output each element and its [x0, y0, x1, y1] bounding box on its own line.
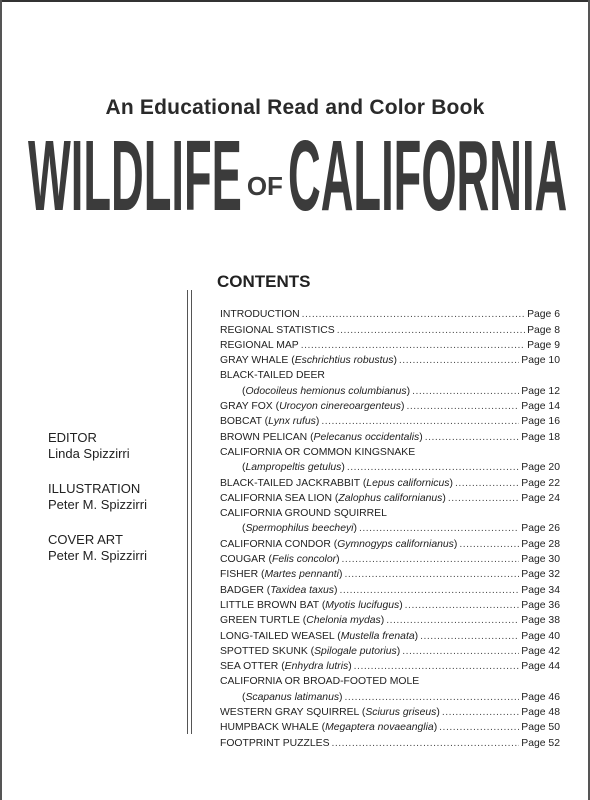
toc-entry-title [220, 309, 300, 320]
toc-entry-title: (Scapanus latimanus) [242, 691, 343, 703]
toc-leader-dots [420, 631, 519, 642]
toc-page-number: Page 42 [521, 645, 560, 657]
toc-leader-dots [345, 692, 520, 703]
toc-leader-dots [425, 432, 520, 443]
toc-entry-title [220, 508, 387, 519]
toc-leader-dots [448, 493, 519, 504]
credit-group [48, 481, 147, 513]
toc-entry-title: GRAY WHALE (Eschrichtius robustus) [220, 355, 397, 367]
table-of-contents [220, 305, 560, 749]
toc-entry-title: COUGAR (Felis concolor) [220, 554, 340, 566]
toc-entry-title [220, 340, 299, 351]
toc-entry-name: COUGAR [220, 554, 269, 566]
toc-entry-latin: Myotis lucifugus [325, 599, 400, 611]
toc-entry [220, 473, 560, 488]
toc-entry [220, 351, 560, 366]
page-border-top [0, 0, 590, 2]
toc-entry [220, 397, 560, 412]
toc-entry-title: BOBCAT (Lynx rufus) [220, 416, 320, 428]
credits-block [48, 430, 147, 583]
toc-leader-dots [402, 646, 519, 657]
toc-page-number: Page 10 [521, 355, 560, 367]
book-subtitle: An Educational Read and Color Book [105, 96, 485, 119]
toc-leader-dots [386, 615, 519, 626]
toc-page-number: Page 22 [521, 477, 560, 489]
toc-entry [220, 596, 560, 611]
toc-entry-latin: Lynx rufus [268, 416, 316, 428]
toc-entry-title [220, 738, 330, 749]
toc-entry-name: SEA OTTER [220, 661, 282, 673]
toc-entry [220, 458, 560, 473]
toc-entry-latin: Sciurus griseus [365, 707, 437, 719]
toc-leader-dots [344, 569, 519, 580]
toc-entry-title: SPOTTED SKUNK (Spilogale putorius) [220, 645, 401, 657]
toc-entry-name: BOBCAT [220, 416, 265, 428]
toc-entry-latin: Gymnogyps californianus [337, 538, 454, 550]
toc-page-number: Page 40 [521, 630, 560, 642]
toc-leader-dots [342, 554, 520, 565]
toc-entry-latin: Lepus californicus [366, 477, 450, 489]
toc-entry [220, 642, 560, 657]
title-california: CALIFORNIA [287, 120, 568, 232]
toc-leader-dots [337, 325, 525, 336]
toc-entry [220, 672, 560, 687]
toc-leader-dots [321, 416, 519, 427]
toc-page-number: Page 6 [527, 309, 560, 321]
toc-entry-latin: Eschrichtius robustus [294, 355, 394, 367]
toc-entry [220, 381, 560, 396]
toc-entry [220, 519, 560, 534]
toc-entry-title: LITTLE BROWN BAT (Myotis lucifugus) [220, 599, 403, 611]
toc-page-number: Page 9 [527, 339, 560, 351]
toc-entry [220, 733, 560, 748]
toc-entry-title [220, 370, 325, 381]
credit-role: ILLUSTRATION [48, 481, 141, 496]
toc-leader-dots [399, 355, 519, 366]
toc-leader-dots [455, 478, 519, 489]
toc-entry-title: CALIFORNIA SEA LION (Zalophus californianus) [220, 492, 446, 504]
contents-heading: CONTENTS [217, 272, 311, 291]
toc-entry-title [220, 447, 415, 458]
credit-role: EDITOR [48, 430, 97, 445]
toc-page-number: Page 50 [521, 722, 560, 734]
toc-entry-latin: Scapanus latimanus [245, 691, 340, 703]
toc-page-number: Page 30 [521, 554, 560, 566]
toc-entry-title: WESTERN GRAY SQUIRREL (Sciurus griseus) [220, 707, 440, 719]
toc-page-number: Page 12 [521, 385, 560, 397]
toc-leader-dots [405, 600, 520, 611]
toc-page-number: Page 16 [521, 416, 560, 428]
toc-page-number: Page 20 [521, 462, 560, 474]
toc-entry [220, 427, 560, 442]
toc-page-number: Page 38 [521, 615, 560, 627]
toc-entry [220, 412, 560, 427]
toc-leader-dots [442, 707, 519, 718]
toc-entry [220, 366, 560, 381]
toc-entry-title: HUMPBACK WHALE (Megaptera novaeanglia) [220, 722, 438, 734]
toc-entry [220, 336, 560, 351]
toc-entry-name: SPOTTED SKUNK [220, 645, 311, 657]
toc-leader-dots [302, 309, 525, 320]
toc-entry-name: CALIFORNIA CONDOR [220, 538, 334, 550]
toc-entry-title [220, 325, 335, 336]
toc-entry-title: GREEN TURTLE (Chelonia mydas) [220, 615, 385, 627]
toc-entry [220, 305, 560, 320]
toc-entry-name: BLACK-TAILED JACKRABBIT [220, 477, 363, 489]
toc-entry-name: LITTLE BROWN BAT [220, 599, 322, 611]
divider-line [187, 290, 188, 734]
toc-entry-name: GREEN TURTLE [220, 615, 303, 627]
toc-leader-dots [339, 585, 519, 596]
toc-entry-title: (Spermophilus beecheyi) [242, 523, 357, 535]
toc-entry-title: BLACK-TAILED JACKRABBIT (Lepus californicus) [220, 477, 453, 489]
toc-page-number: Page 46 [521, 691, 560, 703]
toc-entry-title [220, 676, 419, 687]
toc-page-number: Page 26 [521, 523, 560, 535]
toc-entry-title: BADGER (Taxidea taxus) [220, 584, 338, 596]
toc-entry [220, 611, 560, 626]
toc-entry-title: SEA OTTER (Enhydra lutris) [220, 661, 352, 673]
toc-entry-latin: Martes pennanti [264, 569, 339, 581]
toc-entry-latin: Mustella frenata [340, 630, 415, 642]
toc-entry-title: CALIFORNIA CONDOR (Gymnogyps californianus) [220, 538, 458, 550]
toc-entry [220, 550, 560, 565]
toc-page-number: Page 34 [521, 584, 560, 596]
toc-entry-title: GRAY FOX (Urocyon cinereoargenteus) [220, 401, 405, 413]
toc-entry [220, 504, 560, 519]
toc-entry-name: CALIFORNIA OR COMMON KINGSNAKE [220, 446, 416, 458]
toc-entry-latin: Enhydra lutris [284, 661, 349, 673]
toc-entry [220, 687, 560, 702]
toc-entry [220, 320, 560, 335]
credit-name: Linda Spizzirri [48, 446, 130, 461]
toc-entry-name: WESTERN GRAY SQUIRREL [220, 707, 362, 719]
toc-leader-dots [459, 539, 519, 550]
toc-entry-name: REGIONAL STATISTICS [220, 324, 335, 336]
toc-entry-name: BLACK-TAILED DEER [220, 370, 325, 382]
title-wildlife: WILDLIFE [28, 120, 242, 232]
toc-entry-name: BROWN PELICAN [220, 431, 311, 443]
toc-page-number: Page 28 [521, 538, 560, 550]
toc-entry [220, 565, 560, 580]
toc-entry [220, 626, 560, 641]
toc-entry-name: GRAY WHALE [220, 355, 292, 367]
toc-entry-latin: Megaptera novaeanglia [325, 722, 434, 734]
toc-entry-name: REGIONAL MAP [220, 339, 299, 351]
toc-entry-latin: Lampropeltis getulus [245, 462, 342, 474]
toc-leader-dots [412, 386, 519, 397]
divider-line [191, 290, 192, 734]
toc-entry-latin: Taxidea taxus [270, 584, 334, 596]
toc-entry-latin: Spermophilus beecheyi [245, 523, 354, 535]
toc-entry-latin: Urocyon cinereoargenteus [279, 401, 401, 413]
toc-entry-name: CALIFORNIA OR BROAD-FOOTED MOLE [220, 676, 420, 688]
toc-leader-dots [354, 661, 520, 672]
credit-group [48, 430, 147, 462]
credit-role: COVER ART [48, 532, 123, 547]
toc-entry [220, 534, 560, 549]
toc-page-number: Page 44 [521, 661, 560, 673]
toc-entry-title: FISHER (Martes pennanti) [220, 569, 343, 581]
toc-page-number: Page 8 [527, 324, 560, 336]
toc-entry-latin: Zalophus californianus [338, 492, 443, 504]
toc-page-number: Page 18 [521, 431, 560, 443]
toc-leader-dots [301, 340, 525, 351]
book-title [28, 120, 568, 232]
toc-entry-name: INTRODUCTION [220, 309, 300, 321]
toc-page-number: Page 24 [521, 492, 560, 504]
toc-entry-name: CALIFORNIA GROUND SQUIRREL [220, 508, 387, 520]
toc-entry-latin: Spilogale putorius [314, 645, 397, 657]
toc-entry-latin: Odocoileus hemionus columbianus [245, 385, 407, 397]
toc-entry [220, 657, 560, 672]
toc-entry-title: LONG-TAILED WEASEL (Mustella frenata) [220, 630, 419, 642]
toc-entry-name: HUMPBACK WHALE [220, 722, 322, 734]
toc-entry-name: LONG-TAILED WEASEL [220, 630, 338, 642]
toc-entry-name: FOOTPRINT PUZZLES [220, 737, 330, 749]
toc-entry-title: (Lampropeltis getulus) [242, 462, 345, 474]
credit-name: Peter M. Spizzirri [48, 497, 147, 512]
toc-entry-name: GRAY FOX [220, 401, 276, 413]
toc-entry [220, 580, 560, 595]
toc-entry [220, 703, 560, 718]
toc-entry-latin: Chelonia mydas [306, 615, 381, 627]
credit-group [48, 532, 147, 564]
toc-entry [220, 443, 560, 458]
toc-entry-name: BADGER [220, 584, 267, 596]
toc-entry-latin: Felis concolor [271, 554, 337, 566]
credit-name: Peter M. Spizzirri [48, 548, 147, 563]
toc-leader-dots [332, 738, 520, 749]
title-of: OF [246, 171, 283, 201]
toc-page-number: Page 14 [521, 401, 560, 413]
toc-leader-dots [406, 401, 519, 412]
toc-page-number: Page 36 [521, 599, 560, 611]
toc-leader-dots [439, 722, 519, 733]
toc-entry-name: FISHER [220, 569, 261, 581]
toc-leader-dots [359, 523, 519, 534]
toc-entry-name: CALIFORNIA SEA LION [220, 492, 335, 504]
toc-page-number: Page 48 [521, 707, 560, 719]
page-border-left [0, 0, 2, 800]
toc-entry [220, 489, 560, 504]
toc-page-number: Page 32 [521, 569, 560, 581]
toc-page-number: Page 52 [521, 737, 560, 749]
toc-entry [220, 718, 560, 733]
toc-leader-dots [347, 462, 519, 473]
toc-entry-title: BROWN PELICAN (Pelecanus occidentalis) [220, 431, 423, 443]
toc-entry-latin: Pelecanus occidentalis [313, 431, 420, 443]
toc-entry-title: (Odocoileus hemionus columbianus) [242, 385, 411, 397]
